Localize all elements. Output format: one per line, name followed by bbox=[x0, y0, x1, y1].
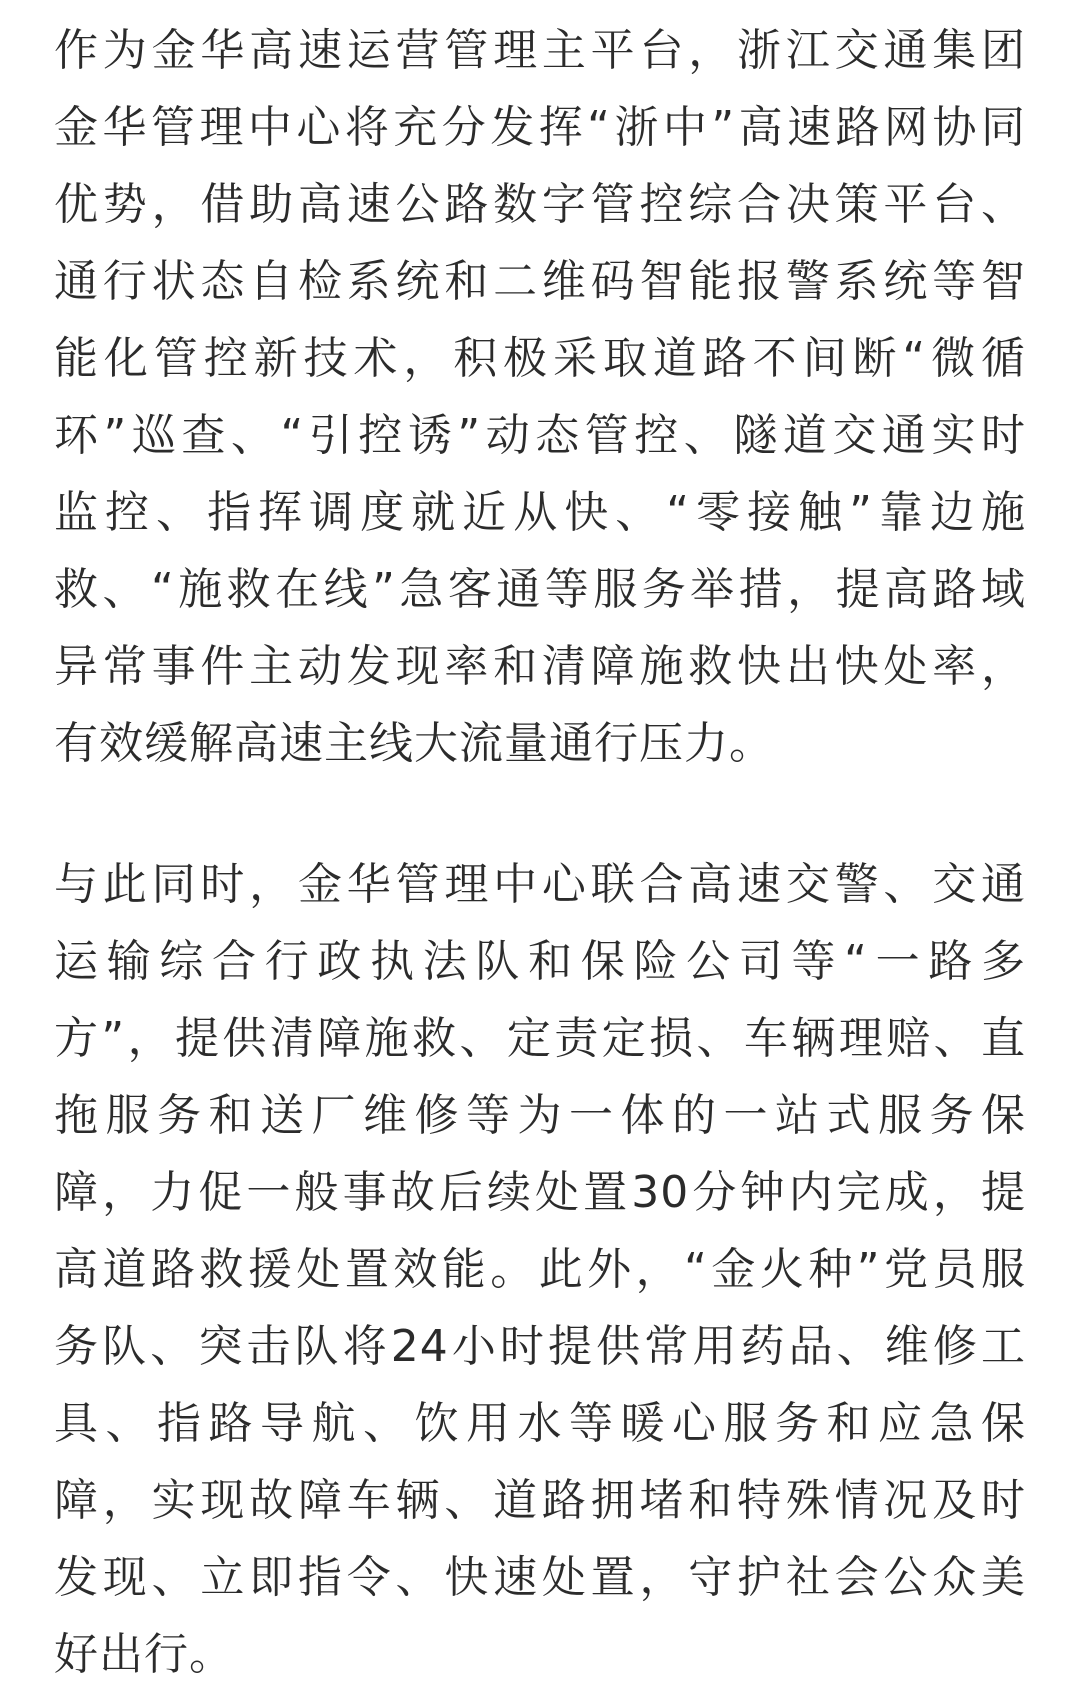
paragraph-line: 好出行。 bbox=[54, 1629, 234, 1680]
paragraph-line: 异常事件主动发现率和清障施救快出快处率， bbox=[54, 641, 1026, 692]
paragraph-line: 与此同时，金华管理中心联合高速交警、交通 bbox=[54, 859, 1026, 910]
paragraph-line: 有效缓解高速主线大流量通行压力。 bbox=[54, 718, 774, 769]
paragraph-line: 能化管控新技术，积极采取道路不间断“微循 bbox=[54, 333, 1026, 384]
paragraph-line: 方”，提供清障施救、定责定损、车辆理赔、直 bbox=[54, 1013, 1026, 1064]
paragraph-line: 发现、立即指令、快速处置，守护社会公众美 bbox=[54, 1552, 1026, 1603]
paragraph-line: 金华管理中心将充分发挥“浙中”高速路网协同 bbox=[54, 102, 1026, 153]
paragraph-line: 拖服务和送厂维修等为一体的一站式服务保 bbox=[54, 1090, 1026, 1141]
paragraph-line: 高道路救援处置效能。此外，“金火种”党员服 bbox=[54, 1244, 1026, 1295]
paragraph-line: 作为金华高速运营管理主平台，浙江交通集团 bbox=[54, 25, 1026, 76]
paragraph-line: 务队、突击队将24小时提供常用药品、维修工 bbox=[54, 1321, 1026, 1372]
paragraph-line: 监控、指挥调度就近从快、“零接触”靠边施 bbox=[54, 487, 1026, 538]
paragraph-line: 具、指路导航、饮用水等暖心服务和应急保 bbox=[54, 1398, 1026, 1449]
paragraph-line: 障，实现故障车辆、道路拥堵和特殊情况及时 bbox=[54, 1475, 1026, 1526]
paragraph-line: 通行状态自检系统和二维码智能报警系统等智 bbox=[54, 256, 1026, 307]
paragraph-line: 优势，借助高速公路数字管控综合决策平台、 bbox=[54, 179, 1026, 230]
article-paragraph-1 bbox=[54, 12, 1026, 782]
paragraph-line: 环”巡查、“引控诱”动态管控、隧道交通实时 bbox=[54, 410, 1026, 461]
paragraph-line: 障，力促一般事故后续处置30分钟内完成，提 bbox=[54, 1167, 1026, 1218]
paragraph-line: 运输综合行政执法队和保险公司等“一路多 bbox=[54, 936, 1026, 987]
paragraph-line: 救、“施救在线”急客通等服务举措，提高路域 bbox=[54, 564, 1026, 615]
article-paragraph-2 bbox=[54, 846, 1026, 1693]
